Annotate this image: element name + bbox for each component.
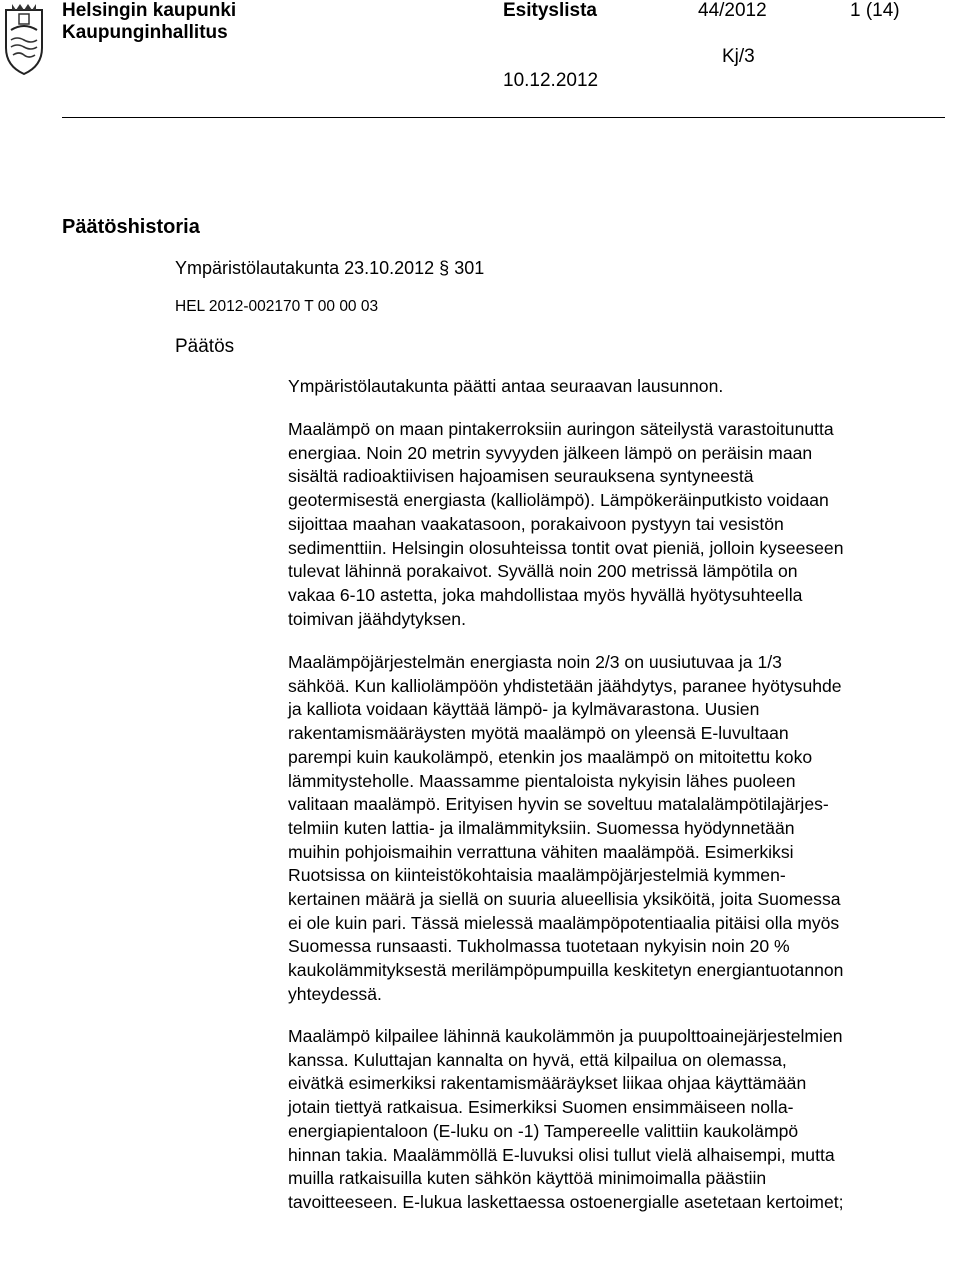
text-line: yhteydessä. xyxy=(288,983,382,1004)
text-line: vakaa 6-10 astetta, joka mahdollistaa myös hyvällä hyötysuhteella xyxy=(288,584,803,605)
city-coat-of-arms-logo xyxy=(2,0,46,76)
paragraph-intro xyxy=(288,375,953,399)
text-line: ja kalliota voidaan käyttää lämpö- ja kylmävarastona. Uusien xyxy=(288,699,760,720)
text-line: Suomessa runsaasti. Tukholmassa tuotetaan nykyisin noin 20 % xyxy=(288,936,790,957)
text-line: tavoitteeseen. E-lukua laskettaessa ostoenergialle asetetaan kertoimet; xyxy=(288,1191,844,1212)
text-line: Maalämpö on maan pintakerroksiin auringon säteilystä varastoitunutta xyxy=(288,419,834,439)
text-line: toimivan jäähdytyksen. xyxy=(288,608,466,629)
section-title: Päätöshistoria xyxy=(62,216,200,238)
decision-label: Päätös xyxy=(175,336,235,357)
text-line: lämmitysteholle. Maassamme pientaloista nykyisin lähes puoleen xyxy=(288,770,796,791)
case-id: HEL 2012-002170 T 00 00 03 xyxy=(175,298,379,315)
org-department: Kaupunginhallitus xyxy=(62,22,228,43)
document-type: Esityslista xyxy=(503,0,597,21)
text-line: geotermisestä energiasta (kalliolämpö). Lämpökeräinputkisto voidaan xyxy=(288,490,829,511)
item-code: Kj/3 xyxy=(722,46,755,67)
text-line: Ympäristölautakunta päätti antaa seuraavan lausunnon. xyxy=(288,376,724,396)
text-line: valitaan maalämpö. Erityisen hyvin se soveltuu matalalämpötilajärjes- xyxy=(288,794,829,815)
text-line: kanssa. Kuluttajan kannalta on hyvä, että kilpailua on olemassa, xyxy=(288,1049,787,1070)
org-name: Helsingin kaupunki xyxy=(62,0,237,21)
text-line: Ruotsissa on kiinteistökohtaisia maalämpöjärjestelmiä kymmen- xyxy=(288,865,786,886)
text-line: kaukolämmityksestä merilämpöpumpuilla keskitetyn energiantuotannon xyxy=(288,960,844,981)
paragraph-energy-mix xyxy=(288,651,953,1007)
text-line: muilla ratkaisuilla kuten sähkön käyttöä minimoimalla päästiin xyxy=(288,1168,767,1189)
paragraph-geothermal xyxy=(288,418,953,631)
text-line: sisältä radioaktiivisen hajoamisen seurauksena syntyneestä xyxy=(288,466,754,487)
text-line: tulevat lähinnä porakaivot. Syvällä noin 200 metrissä lämpötila on xyxy=(288,561,798,582)
header-divider xyxy=(62,117,945,118)
text-line: rakentamismääräysten myötä maalämpö on yleensä E-luvultaan xyxy=(288,723,789,744)
meeting-date: 10.12.2012 xyxy=(503,70,599,91)
text-line: sijoittaa maahan vaakatasoon, porakaivoon pystyyn tai vesistön xyxy=(288,513,784,534)
text-line: Maalämpöjärjestelmän energiasta noin 2/3 on uusiutuvaa ja 1/3 xyxy=(288,652,782,672)
text-line: eivätkä esimerkiksi rakentamismääräykset liikaa ohjaa käyttämään xyxy=(288,1073,807,1094)
text-line: Maalämpö kilpailee lähinnä kaukolämmön ja puupolttoainejärjestelmien xyxy=(288,1026,843,1046)
document-number: 44/2012 xyxy=(698,0,767,21)
text-line: kertainen määrä ja siellä on suuria alueellisia yksiköitä, joita Suomessa xyxy=(288,889,841,910)
text-line: jotain tiettyä ratkaisua. Esimerkiksi Suomen ensimmäiseen nolla- xyxy=(288,1097,794,1118)
text-line: energiapientaloon (E-luku on -1) Tampereelle valittiin kaukolämpö xyxy=(288,1120,799,1141)
text-line: sedimenttiin. Helsingin olosuhteissa tontit ovat pieniä, jolloin kyseeseen xyxy=(288,537,844,558)
board-meeting-line: Ympäristölautakunta 23.10.2012 § 301 xyxy=(175,258,485,278)
text-line: parempi kuin kaukolämpö, etenkin jos maalämpö on mitoitettu koko xyxy=(288,746,813,767)
paragraph-competition xyxy=(288,1025,953,1215)
text-line: sähköä. Kun kalliolämpöön yhdistetään jäähdytys, paranee hyötysuhde xyxy=(288,675,842,696)
text-line: ei ole kuin pari. Tässä mielessä maalämpöpotentiaalia pitäisi olla myös xyxy=(288,912,840,933)
text-line: telmiin kuten lattia- ja ilmalämmityksiin. Suomessa hyödynnetään xyxy=(288,817,795,838)
page-number: 1 (14) xyxy=(850,0,900,21)
text-line: hinnan takia. Maalämmöllä E-luvuksi olisi tullut vielä alhaisempi, mutta xyxy=(288,1144,835,1165)
text-line: energiaa. Noin 20 metrin syvyyden jälkeen lämpö on peräisin maan xyxy=(288,442,813,463)
text-line: muihin pohjoismaihin verrattuna vähiten maalämpöä. Esimerkiksi xyxy=(288,841,794,862)
